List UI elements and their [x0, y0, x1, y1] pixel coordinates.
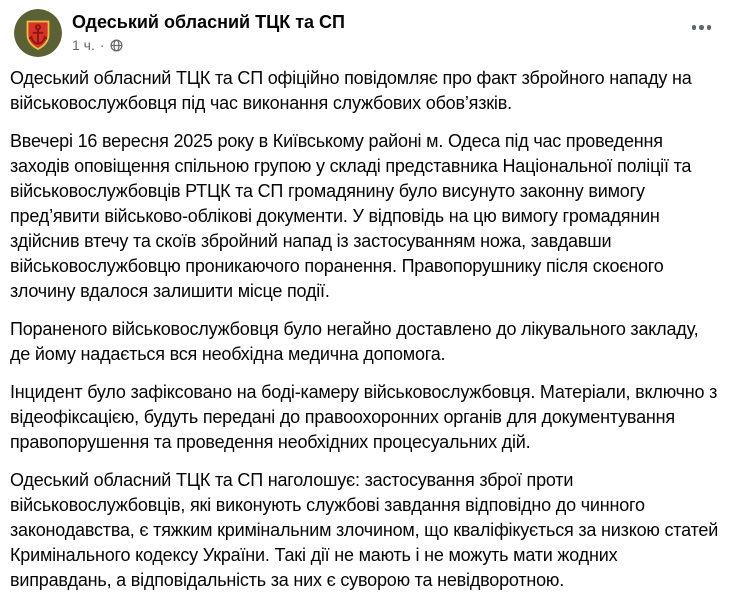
post-timestamp[interactable]: 1 ч.: [72, 37, 95, 53]
page-avatar[interactable]: [14, 9, 62, 57]
post-header: [0, 0, 733, 59]
post-paragraph: Ввечері 16 вересня 2025 року в Київському районі м. Одеса під час проведення заходів оповіщення спільною групою у складі представника Національної поліції та військовослужбовців РТЦК та СП громадянину було висунуто законну вимогу пред’явити військово-облікові документи. У відповідь на цю вимогу громадянин здійснив втечу та скоїв збройний напад із застосуванням ножа, завдавши військовослужбовцю проникаючого поранення. Правопорушнику після скоєного злочину вдалося залишити місце події.: [10, 131, 692, 301]
dot-separator: ·: [99, 37, 105, 53]
post-paragraph: Інцидент було зафіксовано на боді-камеру військовослужбовця. Матеріали, включно з відеофіксацією, будуть передані до правоохоронних органів для документування правопорушення та проведення необхідних процесуальних дій.: [10, 382, 718, 452]
page-name-link[interactable]: Одеський обласний ТЦК та СП: [72, 12, 345, 32]
post-options-button[interactable]: [686, 15, 718, 40]
post-paragraph: Одеський обласний ТЦК та СП наголошує: застосування зброї проти військовослужбовців, які виконують службові завдання відповідно до чинного законодавства, є тяжким кримінальним злочином, що кваліфікується за низкою статей Кримінального кодексу України. Такі дії не мають і не можуть мати жодних виправдань, а відповідальність за них є суворою та невідворотною.: [10, 470, 719, 590]
post-header-meta: [72, 9, 686, 53]
post-body: [0, 59, 733, 593]
post-subline: [72, 37, 686, 53]
ellipsis-menu-icon: [692, 25, 697, 30]
post-paragraph: Пораненого військовослужбовця було негайно доставлено до лікувального закладу, де йому надається вся необхідна медична допомога.: [10, 319, 699, 364]
post-paragraph: Одеський обласний ТЦК та СП офіційно повідомляє про факт збройного нападу на військовослужбовця під час виконання службових обов’язків.: [10, 68, 692, 113]
globe-public-icon: [110, 39, 123, 52]
unit-emblem-icon: [14, 9, 62, 57]
